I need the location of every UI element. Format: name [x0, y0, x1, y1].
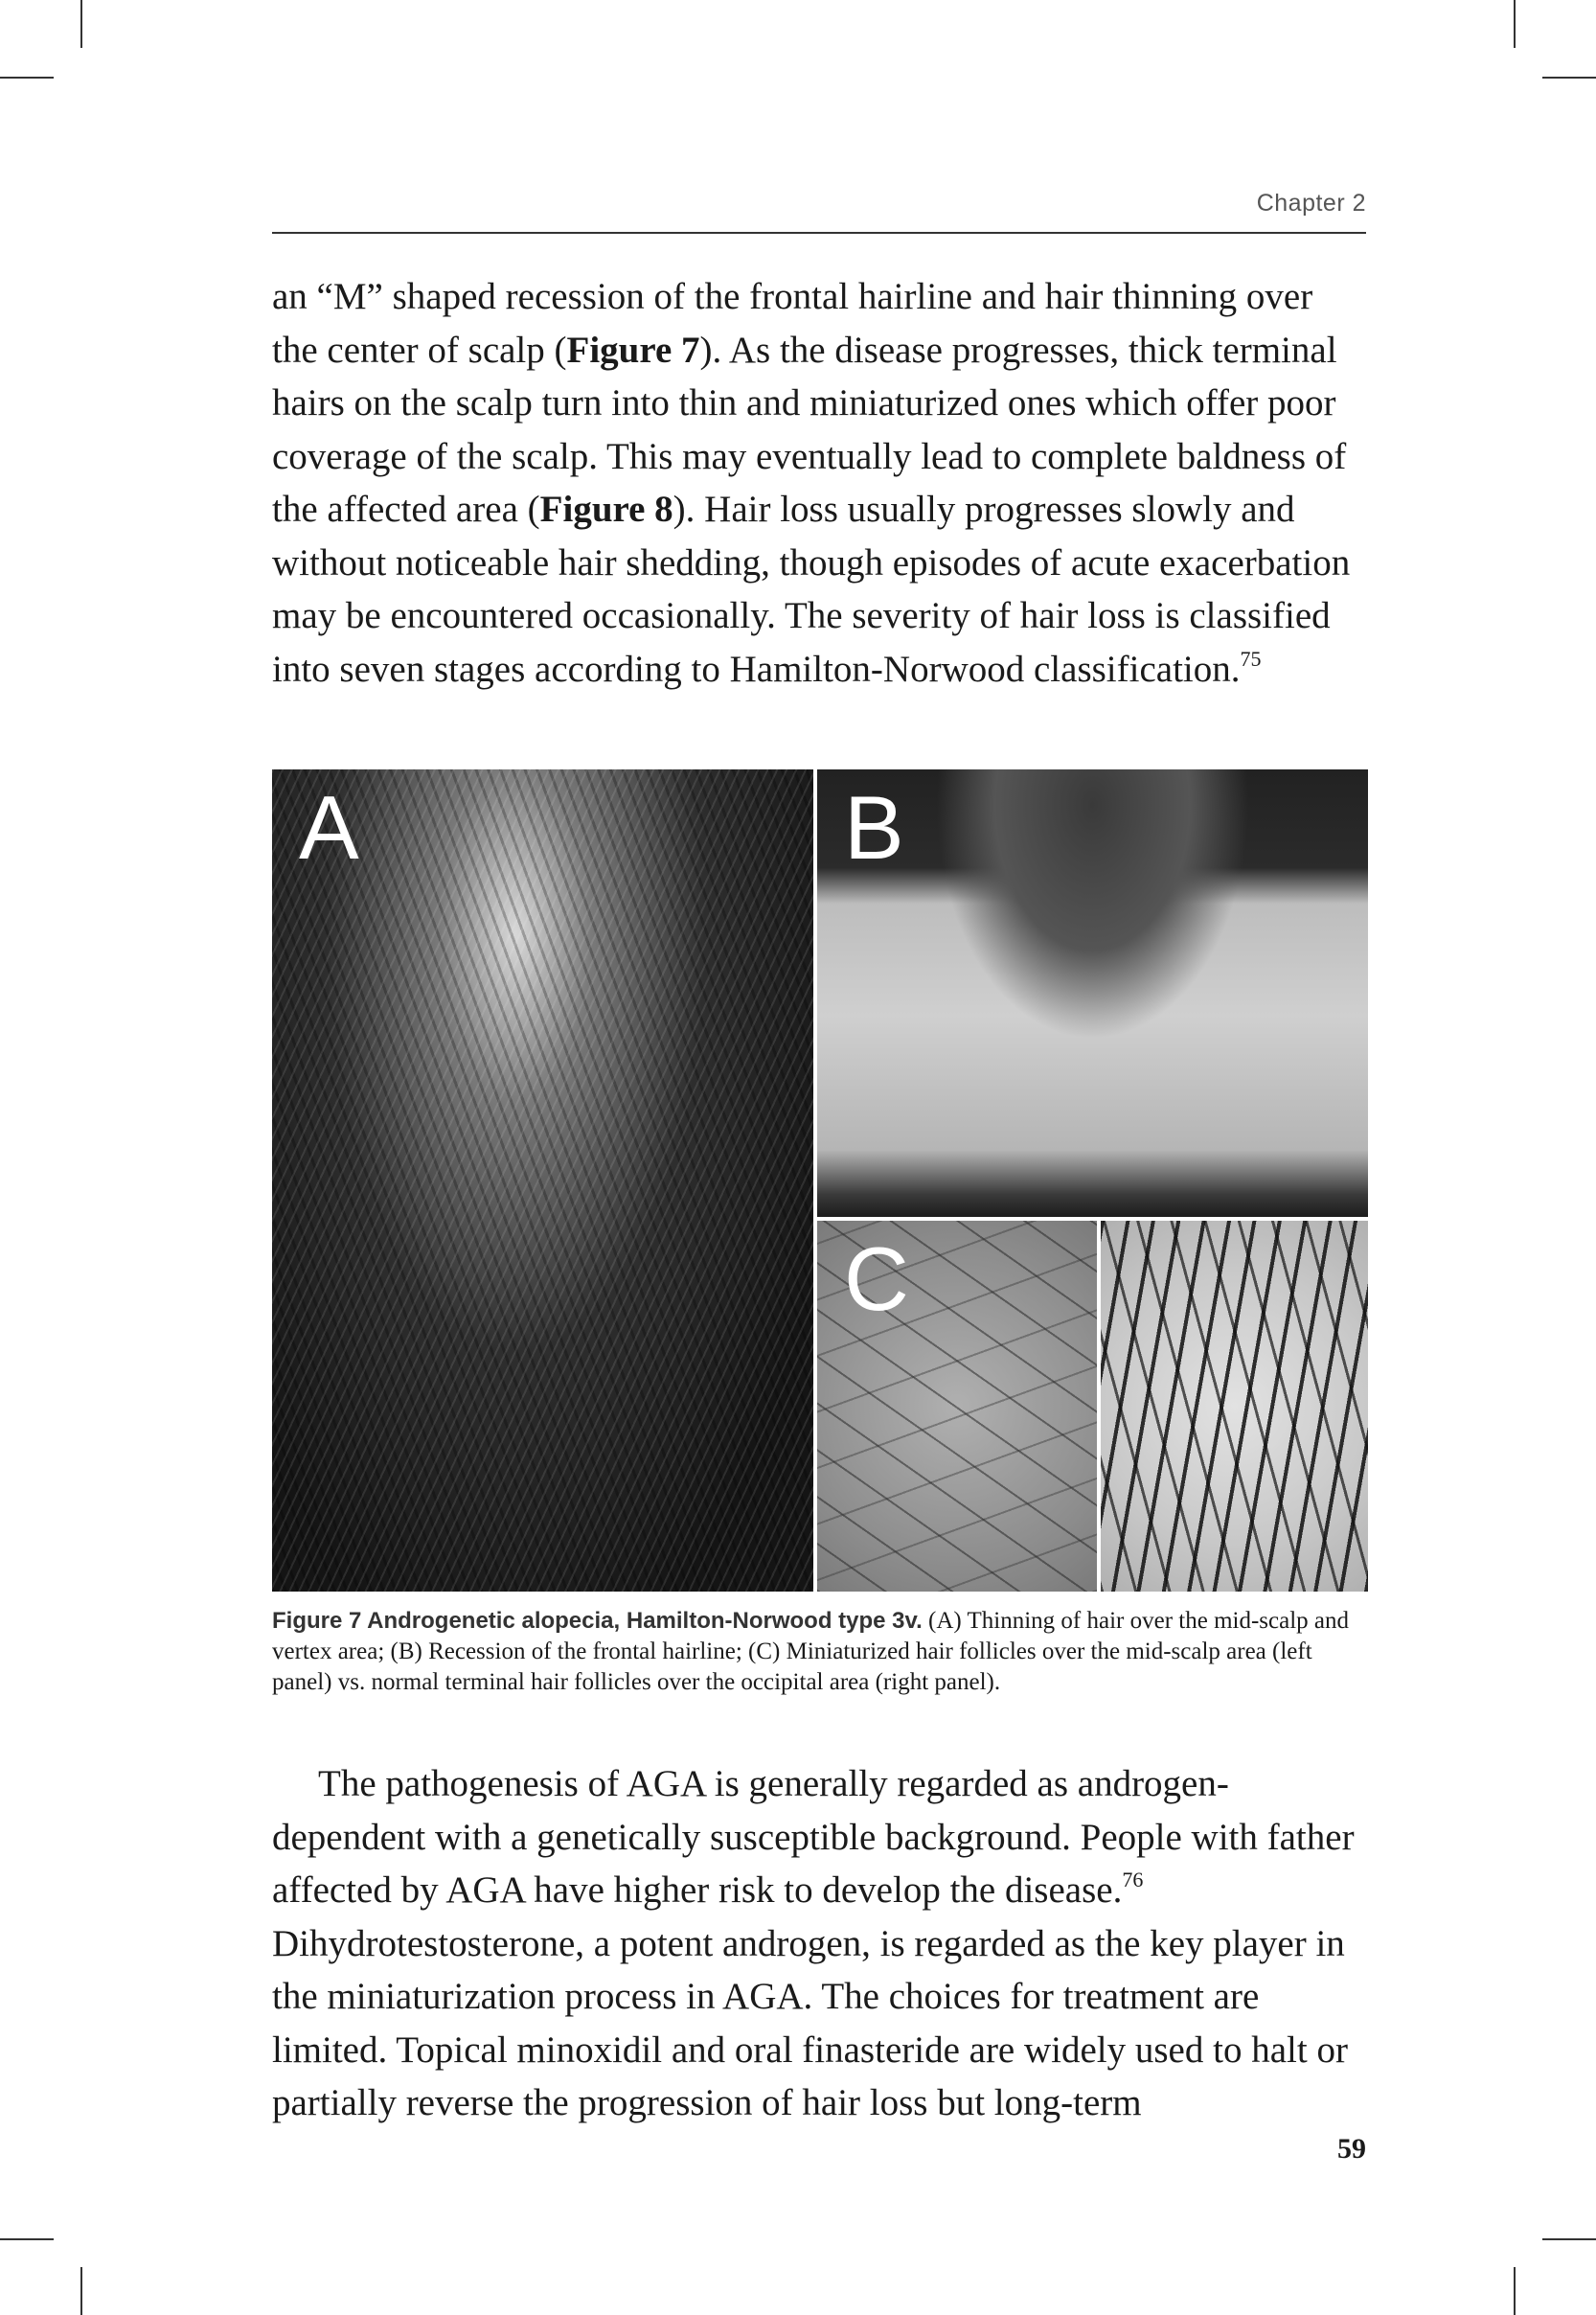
- crop-mark: [0, 2238, 54, 2240]
- crop-mark: [1514, 0, 1516, 48]
- figure-reference: Figure 7: [566, 329, 700, 371]
- paragraph-text: The pathogenesis of AGA is generally regarded as androgen-dependent with a genetically susceptible background. People with father affected by AGA have higher risk to develop the disease.: [272, 1763, 1355, 1911]
- figure-reference: Figure 8: [539, 489, 673, 530]
- paragraph-text: ). As the disease progresses, thick terminal hairs on the scalp turn into thin and miniaturized ones which offer poor coverage of the scalp. This may eventually lead to complete baldness of the affected area (: [272, 329, 1347, 530]
- figure-panel-b-photo: [817, 769, 1368, 1217]
- figure-caption: [272, 1606, 1368, 1698]
- crop-mark: [1542, 77, 1596, 79]
- page-number: 59: [1337, 2133, 1366, 2165]
- figure-7: [272, 769, 1368, 1592]
- body-paragraph-2: [272, 1757, 1366, 2130]
- crop-mark: [80, 2267, 82, 2315]
- caption-text: (A) Thinning of hair over the mid-scalp and vertex area; (B) Recession of the frontal hairline; (C) Miniaturized hair follicles over the mid-scalp area (left panel) vs. normal terminal hair follicles over the occipital area (right panel).: [272, 1608, 1350, 1695]
- panel-label-b: B: [844, 777, 904, 878]
- crop-mark: [1542, 2238, 1596, 2240]
- citation-superscript: 75: [1240, 646, 1262, 671]
- figure-panel-c-left-photo: [817, 1221, 1097, 1592]
- crop-mark: [80, 0, 82, 48]
- chapter-label: Chapter 2: [1256, 190, 1366, 217]
- figure-panel-c-right-photo: [1101, 1221, 1368, 1592]
- panel-label-c: C: [844, 1228, 909, 1329]
- body-paragraph-1: [272, 270, 1366, 696]
- running-header: [272, 182, 1366, 234]
- crop-mark: [0, 77, 54, 79]
- paragraph-text: Dihydrotestosterone, a potent androgen, is regarded as the key player in the miniaturization process in AGA. The choices for treatment are limited. Topical minoxidil and oral finasteride are widely used to halt or partially reverse the progression of hair loss but long-term: [272, 1922, 1348, 2123]
- paragraph-text: an “M” shaped recession of the frontal hairline and hair thinning over the center of scalp (: [272, 276, 1313, 371]
- caption-title: Figure 7 Androgenetic alopecia, Hamilton-Norwood type 3v.: [272, 1608, 923, 1634]
- paragraph-text: ). Hair loss usually progresses slowly and without noticeable hair shedding, though episodes of acute exacerbation may be encountered occasionally. The severity of hair loss is classified into seven stages according to Hamilton-Norwood classification.: [272, 489, 1351, 690]
- figure-panel-a-photo: [272, 769, 813, 1592]
- crop-mark: [1514, 2267, 1516, 2315]
- citation-superscript: 76: [1122, 1868, 1144, 1891]
- panel-label-a: A: [299, 777, 359, 878]
